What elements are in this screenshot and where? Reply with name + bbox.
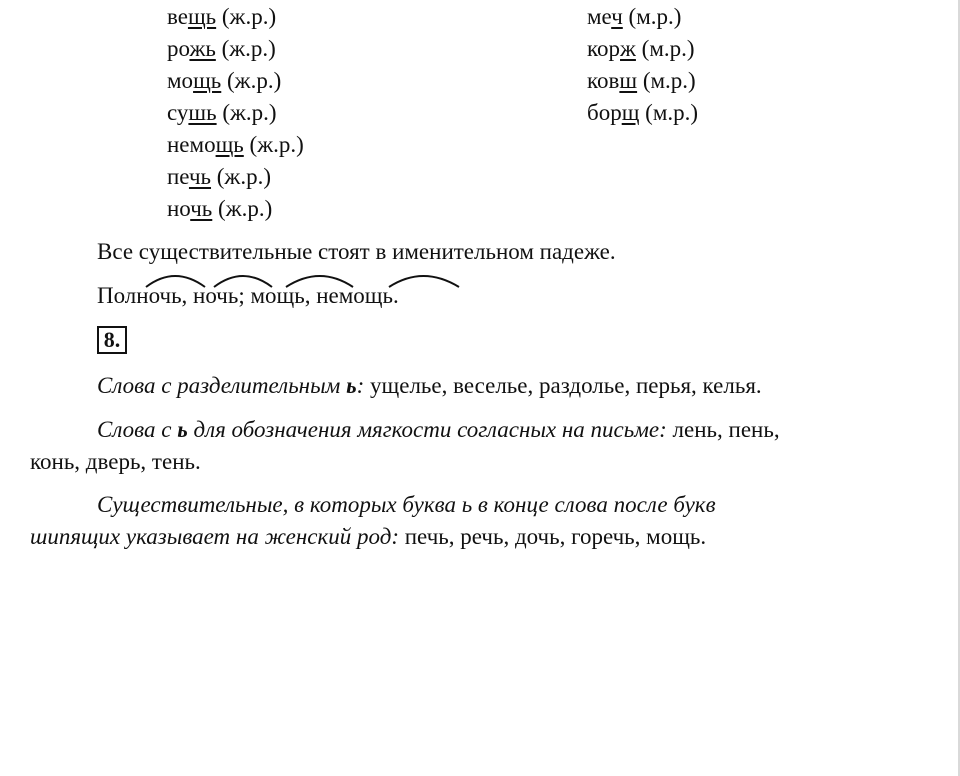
gender-note: (ж.р.) [212,196,273,221]
root-arc-mark [389,276,459,287]
word-start: ро [167,36,190,61]
underlined-ending: чь [190,196,213,221]
gender-note: (м.р.) [622,4,682,29]
underlined-ending: щь [215,132,244,157]
paragraph-feminine-continued [30,523,706,551]
soft-sign: ь [346,373,357,398]
underlined-ending: ч [611,4,623,29]
underlined-ending: ж [620,36,636,61]
underlined-ending: щ [621,100,640,125]
word-start: пе [167,164,189,189]
underlined-ending: чь [188,164,212,189]
task-number-box: 8. [97,326,127,354]
gender-note: (ж.р.) [243,132,304,157]
word-start: ве [167,4,188,29]
nominative-case-note: Все существительные стоят в именительном падеже. [97,239,616,264]
underlined-ending: жь [189,36,216,61]
paragraph-label: для обозначения мягкости согласных на письме: [187,417,667,442]
word-start: су [167,100,189,125]
underlined-ending: шь [188,100,217,125]
paragraph-label: : [356,373,365,398]
gender-note: (ж.р.) [221,68,282,93]
root-arc-mark [146,276,205,287]
word-examples: печь, речь, дочь, горечь, мощь. [399,524,707,549]
paragraph-softness-sign-continued: конь, дверь, тень. [30,449,201,474]
gender-note: (ж.р.) [215,36,276,61]
paragraph-label: шипящих указывает на женский род: [30,524,399,549]
underlined-ending: щь [187,4,217,29]
underlined-ending: щь [193,68,222,93]
word-start: ков [587,68,620,93]
gender-note: (ж.р.) [216,4,277,29]
word-start: мо [167,68,194,93]
gender-note: (м.р.) [637,68,696,93]
gender-note: (ж.р.) [211,164,271,189]
word-start: немо [167,132,216,157]
word-examples: ущелье, веселье, раздолье, перья, келья. [364,373,762,398]
roots-line: Полночь, ночь; мощь, немощь. [97,283,399,308]
word-examples: лень, пень, [666,417,780,442]
word-start: кор [587,36,621,61]
gender-note: (м.р.) [639,100,699,125]
word-start: но [167,196,191,221]
paragraph-feminine-label: Существительные, в которых буква ь в конце слова после букв [97,492,716,517]
gender-note: (ж.р.) [216,100,277,125]
root-arc-mark [286,276,353,287]
paragraph-label: Слова с разделительным [97,373,347,398]
paragraph-softness-sign [97,416,780,444]
underlined-ending: ш [619,68,638,93]
soft-sign: ь [177,417,188,442]
root-arc-mark [214,276,272,287]
gender-note: (м.р.) [635,36,695,61]
word-start: бор [587,100,622,125]
paragraph-separating-soft-sign [97,372,762,400]
word-start: ме [587,4,612,29]
paragraph-label: Слова с [97,417,178,442]
